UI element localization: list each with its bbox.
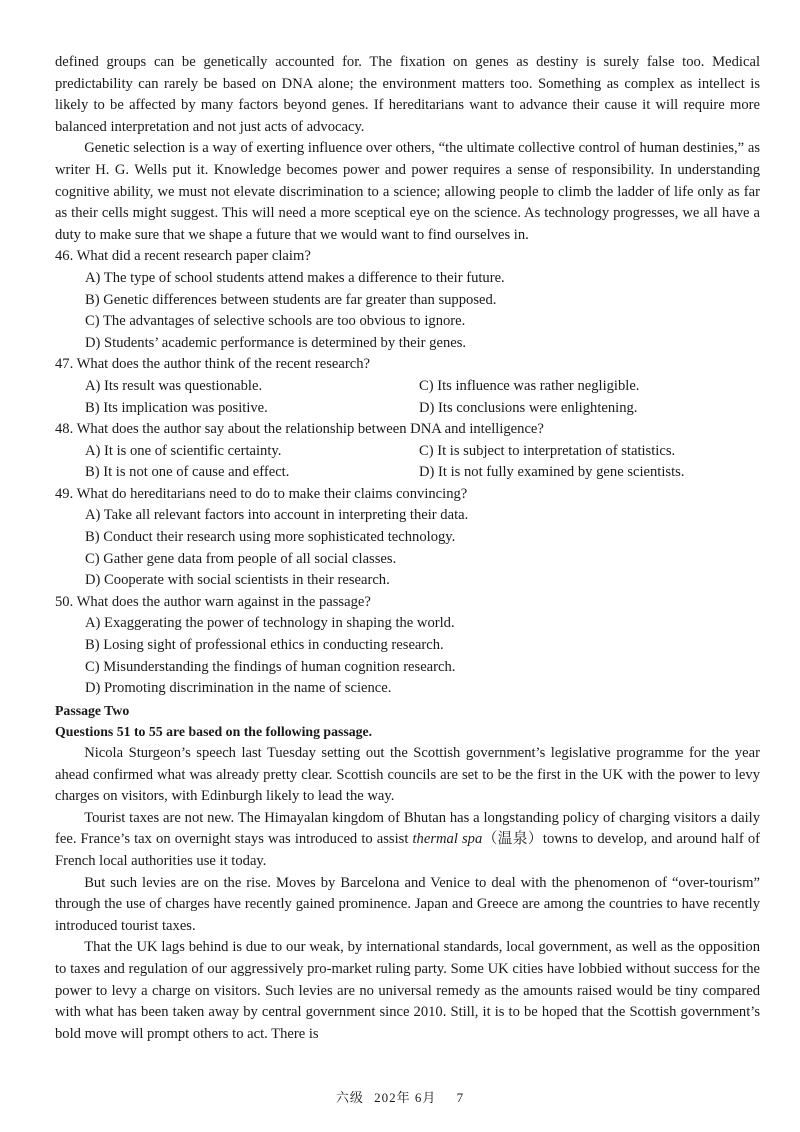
question-48 xyxy=(55,419,760,484)
passage-paragraph: That the UK lags behind is due to our weak, by international standards, local government, as well as the opposition to taxes and regulation of our aggressively pro-market ruling party. Some UK cities have lobbied without success for the power to levy a charge on visitors. Such levies are no universal remedy as the amounts raised would be tiny compared with what has been taken away by central government since 2010. Still, it is to be hoped that the Scottish government’s bold move will prompt others to act. There is xyxy=(55,939,760,1042)
option-b: B) It is not one of cause and effect. xyxy=(85,464,290,481)
question-46 xyxy=(55,246,760,354)
question-stem: 46. What did a recent research paper claim? xyxy=(55,248,311,265)
option-b: B) Its implication was positive. xyxy=(85,399,268,416)
question-50 xyxy=(55,592,760,700)
passage-paragraph: Genetic selection is a way of exerting influence over others, “the ultimate collective control of human destinies,” as writer H. G. Wells put it. Knowledge becomes power and power requires a sense of responsibility. In understanding cognitive ability, we must not elevate discrimination to a science; allowing people to climb the ladder of life only as far as their cells might suggest. This will need a more sceptical eye on the science. As technology progresses, we all have a duty to make sure that we shape a future that we would want to find ourselves in. xyxy=(55,140,760,243)
option-a: A) Exaggerating the power of technology in shaping the world. xyxy=(85,615,455,632)
question-47 xyxy=(55,354,760,419)
option-a: A) Its result was questionable. xyxy=(85,377,263,394)
exam-date: 202年 6月 xyxy=(374,1090,437,1105)
option-b: B) Genetic differences between students are far greater than supposed. xyxy=(85,291,497,308)
question-stem: 50. What does the author warn against in the passage? xyxy=(55,593,371,610)
exam-level: 六级 xyxy=(335,1090,364,1105)
option-c: C) The advantages of selective schools are too obvious to ignore. xyxy=(85,313,466,330)
option-b: B) Conduct their research using more sophisticated technology. xyxy=(85,529,456,546)
text-run: （温泉）towns to develop, and around half of French local authorities use it today. xyxy=(55,831,760,869)
option-d: D) Cooperate with social scientists in their research. xyxy=(85,572,390,589)
question-stem: 48. What does the author say about the relationship between DNA and intelligence? xyxy=(55,421,544,438)
passage-paragraph: defined groups can be genetically accounted for. The fixation on genes as destiny is surely false too. Medical predictability can rarely be based on DNA alone; the environment matters too. Something as complex as intellect is likely to be affected by many factors beyond genes. If hereditarians want to advance their cause it will require more balanced interpretation and not just acts of advocacy. xyxy=(55,54,760,135)
question-stem: 47. What does the author think of the recent research? xyxy=(55,356,370,373)
document-body xyxy=(55,52,760,1045)
text-run: Tourist taxes are not new. The Himayalan kingdom of Bhutan has a longstanding policy of charging visitors a daily fee. France’s tax on overnight stays was introduced to assist xyxy=(55,809,760,848)
question-stem: 49. What do hereditarians need to do to make their claims convincing? xyxy=(55,485,468,502)
option-a: A) The type of school students attend makes a difference to their future. xyxy=(85,269,505,286)
option-c: C) Gather gene data from people of all social classes. xyxy=(85,550,397,567)
passage-paragraph xyxy=(55,808,760,873)
option-d: D) Promoting discrimination in the name of science. xyxy=(85,680,392,697)
passage-instructions: Questions 51 to 55 are based on the following passage. xyxy=(55,724,373,740)
option-d: D) Students’ academic performance is determined by their genes. xyxy=(85,334,467,351)
passage-paragraph: But such levies are on the rise. Moves by Barcelona and Venice to deal with the phenomenon of “over-tourism” through the use of charges have recently gained prominence. Japan and Greece are among the countries to have recently introduced tourist taxes. xyxy=(55,874,760,934)
page-footer xyxy=(0,1087,800,1106)
question-49 xyxy=(55,484,760,592)
option-d: D) It is not fully examined by gene scientists. xyxy=(419,464,685,481)
option-d: D) Its conclusions were enlightening. xyxy=(419,399,638,416)
passage-heading: Passage Two xyxy=(55,702,130,718)
page-number: 7 xyxy=(456,1090,465,1105)
passage-paragraph: Nicola Sturgeon’s speech last Tuesday setting out the Scottish government’s legislative programme for the year ahead confirmed what was already pretty clear. Scottish councils are set to be the first in the UK with the power to levy charges on visitors, with Edinburgh likely to lead the way. xyxy=(55,745,760,805)
option-b: B) Losing sight of professional ethics in conducting research. xyxy=(85,637,444,654)
option-c: C) It is subject to interpretation of statistics. xyxy=(419,442,676,459)
option-c: C) Its influence was rather negligible. xyxy=(419,377,640,394)
option-a: A) Take all relevant factors into account in interpreting their data. xyxy=(85,507,469,524)
italic-term: thermal spa xyxy=(412,831,483,848)
option-a: A) It is one of scientific certainty. xyxy=(85,442,282,459)
option-c: C) Misunderstanding the findings of human cognition research. xyxy=(85,658,456,675)
